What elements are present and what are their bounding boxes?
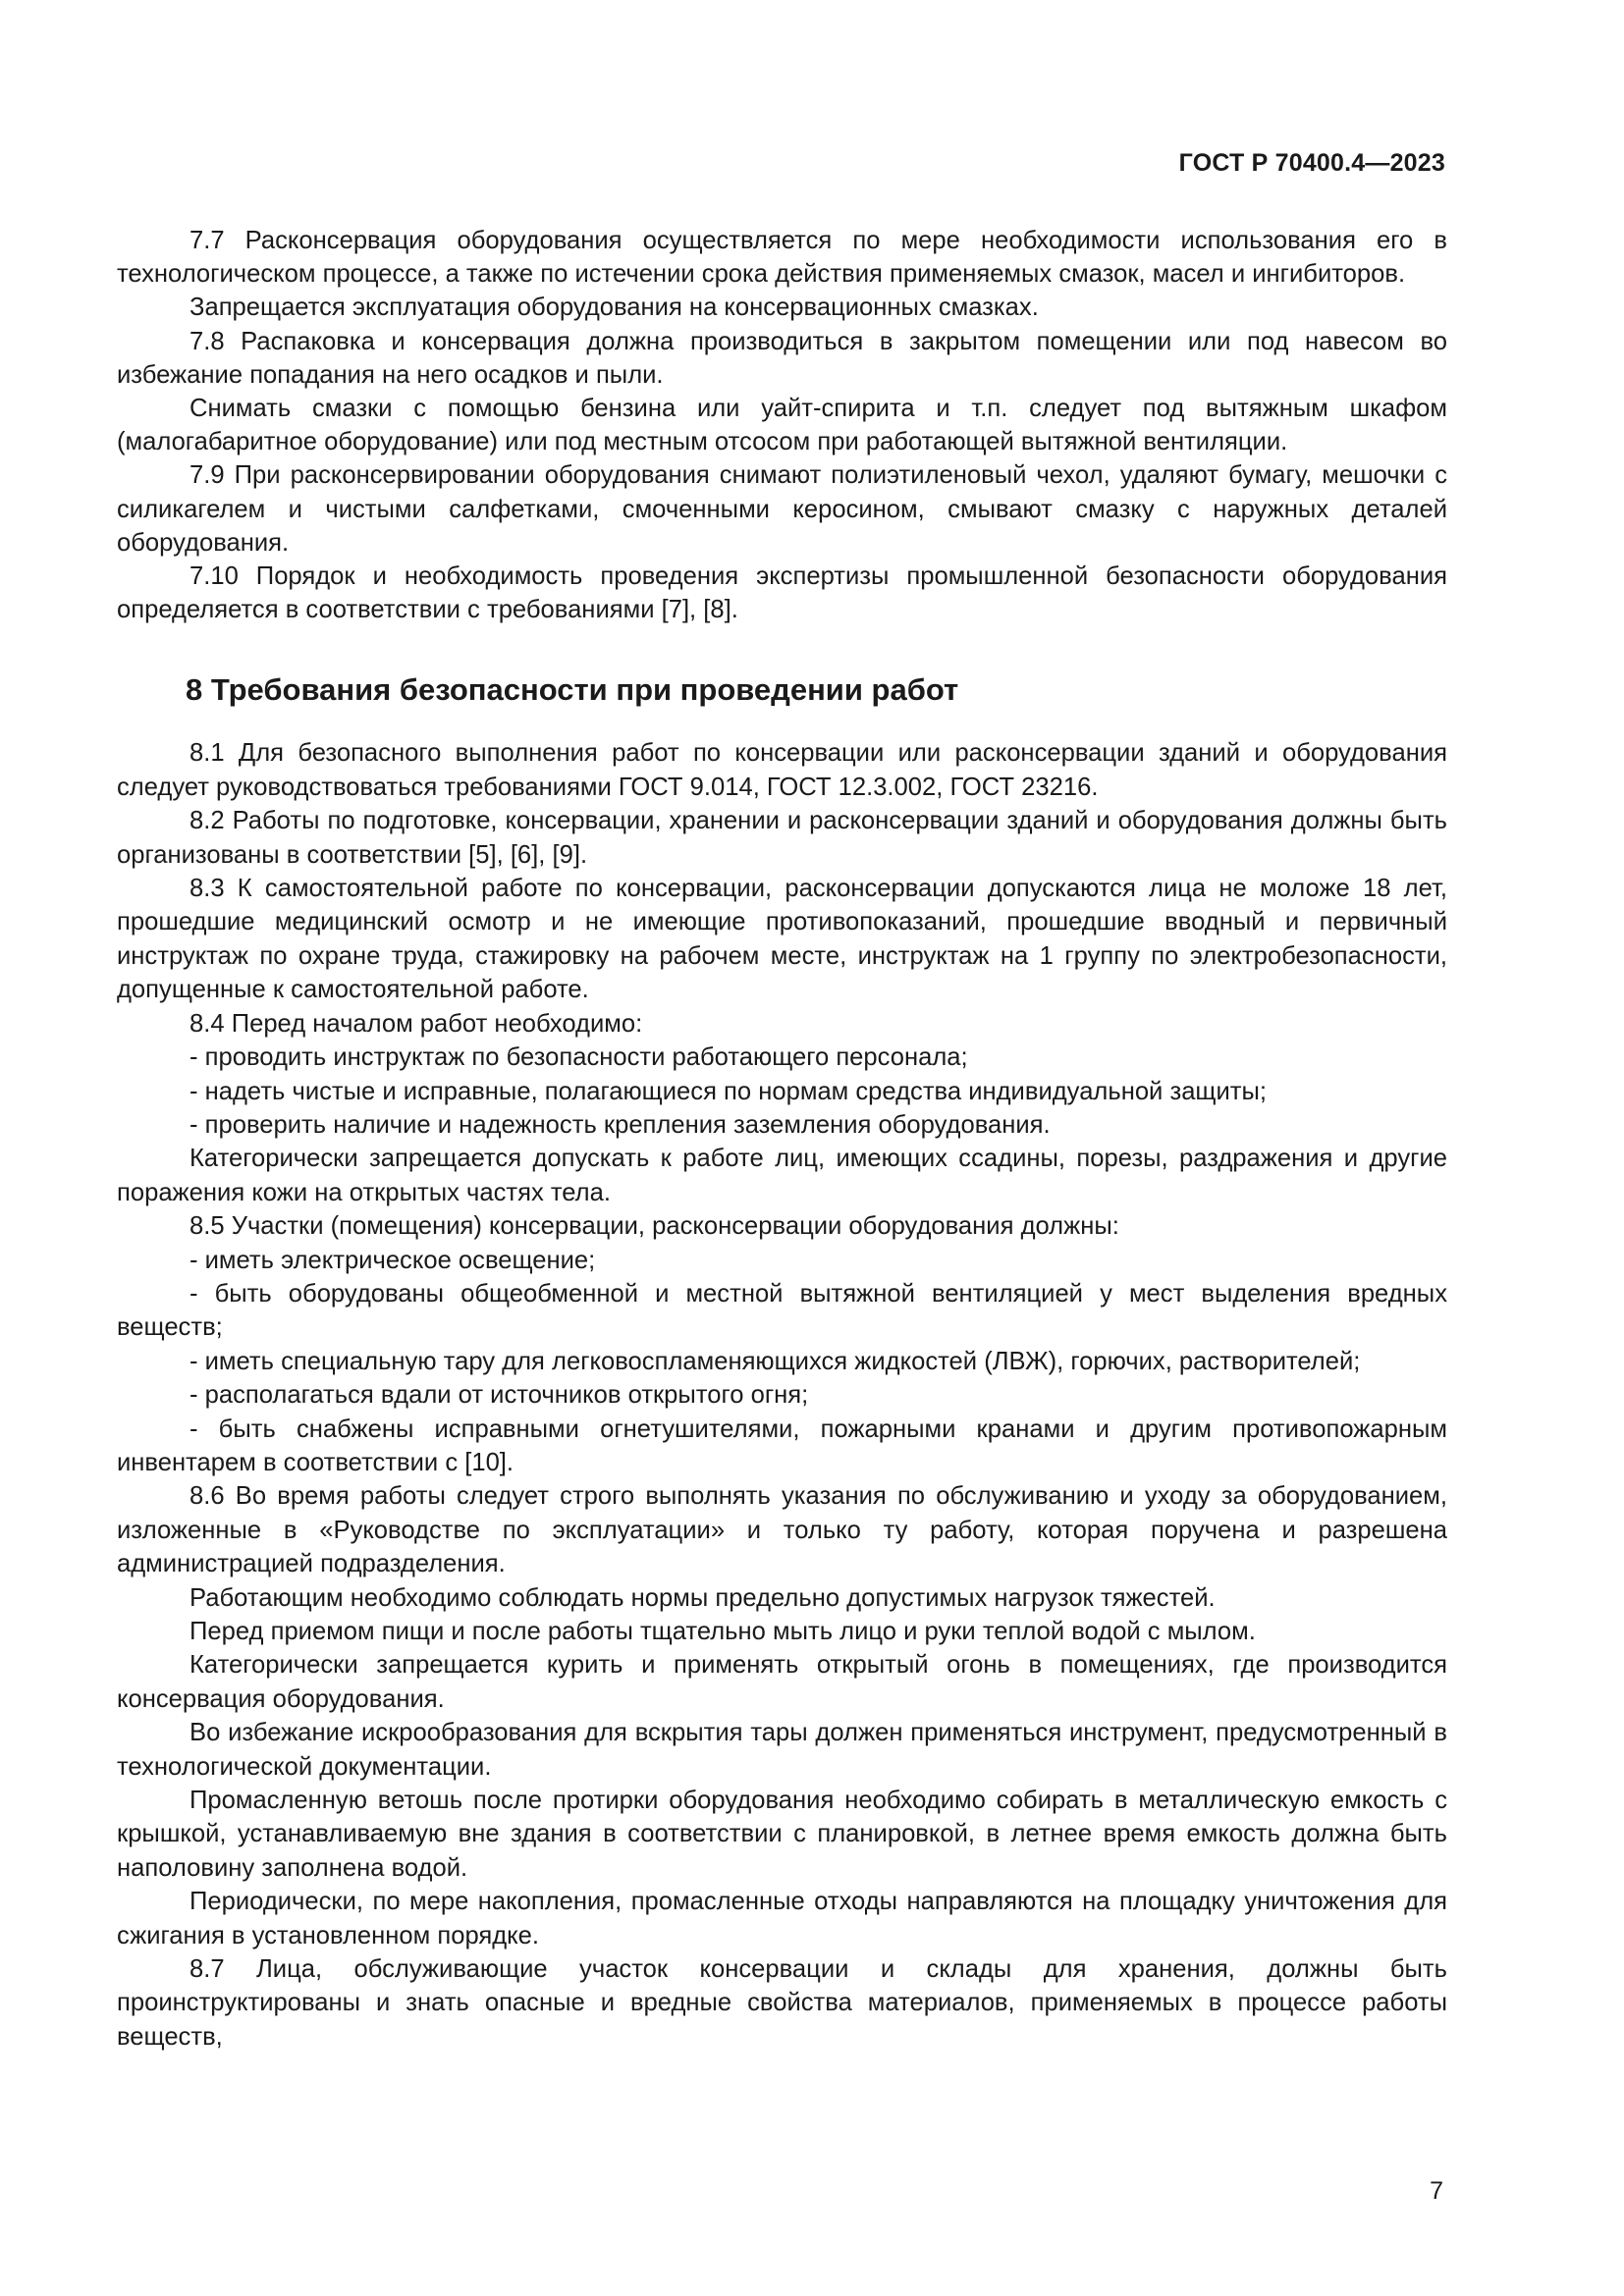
paragraph-8-7: 8.7 Лица, обслуживающие участок консервации и склады для хранения, должны быть проинструктированы и знать опасные и вредные свойства материалов, применяемых в процессе работы веществ, <box>117 1955 1447 2051</box>
paragraph-7-8: 7.8 Распаковка и консервация должна производиться в закрытом помещении или под навесом во избежание попадания на него осадков и пыли. <box>117 327 1447 389</box>
paragraph-8-3: 8.3 К самостоятельной работе по консервации, расконсервации допускаются лица не моложе 18 лет, прошедшие медицинский осмотр и не имеющие противопоказаний, прошедшие вводный и первичный инструктаж по охране труда, стажировку на рабочем месте, инструктаж на 1 группу по электробезопасности, допущенные к самостоятельной работе. <box>117 875 1447 1004</box>
list-item: - иметь специальную тару для легковоспламеняющихся жидкостей (ЛВЖ), горючих, растворителей; <box>189 1347 1361 1375</box>
page-number: 7 <box>1430 2177 1443 2205</box>
paragraph-8-6-smoking: Категорически запрещается курить и применять открытый огонь в помещениях, где производится консервация оборудования. <box>117 1651 1447 1713</box>
list-item: - проводить инструктаж по безопасности работающего персонала; <box>189 1043 968 1072</box>
paragraph-8-6-rags: Промасленную ветошь после протирки оборудования необходимо собирать в металлическую емкость с крышкой, устанавливаемую вне здания в соответствии с планировкой, в летнее время емкость должна быть наполовину заполнена водой. <box>117 1787 1447 1882</box>
paragraph-8-6: 8.6 Во время работы следует строго выполнять указания по обслуживанию и уходу за оборудованием, изложенные в «Руководстве по эксплуатации» и только ту работу, которая поручена и разрешена администрацией подразделения. <box>117 1482 1447 1578</box>
paragraph-7-7: 7.7 Расконсервация оборудования осуществляется по мере необходимости использования его в технологическом процессе, а также по истечении срока действия применяемых смазок, масел и ингибиторов. <box>117 227 1447 289</box>
paragraph-7-7-note: Запрещается эксплуатация оборудования на консервационных смазках. <box>189 294 1039 322</box>
paragraph-8-6-loads: Работающим необходимо соблюдать нормы предельно допустимых нагрузок тяжестей. <box>189 1583 1216 1612</box>
paragraph-8-6-tools: Во избежание искрообразования для вскрытия тары должен применяться инструмент, предусмотренный в технологической документации. <box>117 1719 1447 1781</box>
list-item: - проверить наличие и надежность крепления заземления оборудования. <box>189 1110 1051 1139</box>
page-content <box>117 224 1447 2054</box>
paragraph-8-6-hygiene: Перед приемом пищи и после работы тщательно мыть лицо и руки теплой водой с мылом. <box>189 1618 1256 1645</box>
list-item: - иметь электрическое освещение; <box>189 1246 596 1274</box>
list-item: - быть оборудованы общеобменной и местной вытяжной вентиляцией у мест выделения вредных веществ; <box>117 1279 1447 1342</box>
paragraph-7-8-note: Снимать смазки с помощью бензина или уайт-спирита и т.п. следует под вытяжным шкафом (малогабаритное оборудование) или под местным отсосом при работающей вытяжной вентиляции. <box>117 395 1447 456</box>
paragraph-8-5: 8.5 Участки (помещения) консервации, расконсервации оборудования должны: <box>189 1212 1119 1241</box>
section-8-paragraphs <box>117 736 1447 2054</box>
document-header: ГОСТ Р 70400.4—2023 <box>1178 149 1445 177</box>
section-7-paragraphs <box>117 224 1447 626</box>
section-8-title: 8 Требования безопасности при проведении работ <box>186 672 959 708</box>
list-item: - надеть чистые и исправные, полагающиеся по нормам средства индивидуальной защиты; <box>189 1077 1268 1105</box>
paragraph-8-6-waste: Периодически, по мере накопления, промасленные отходы направляются на площадку уничтожения для сжигания в установленном порядке. <box>117 1888 1447 1949</box>
paragraph-7-9: 7.9 При расконсервировании оборудования снимают полиэтиленовый чехол, удаляют бумагу, мешочки с силикагелем и чистыми салфетками, смоченными керосином, смывают смазку с наружных деталей оборудования. <box>117 461 1447 557</box>
paragraph-8-1: 8.1 Для безопасного выполнения работ по консервации или расконсервации зданий и оборудования следует руководствоваться требованиями ГОСТ 9.014, ГОСТ 12.3.002, ГОСТ 23216. <box>117 739 1447 801</box>
paragraph-8-4-prohibition: Категорически запрещается допускать к работе лиц, имеющих ссадины, порезы, раздражения и другие поражения кожи на открытых частях тела. <box>117 1145 1447 1206</box>
paragraph-7-10: 7.10 Порядок и необходимость проведения экспертизы промышленной безопасности оборудования определяется в соответствии с требованиями [7], [8]. <box>117 562 1447 624</box>
paragraph-8-2: 8.2 Работы по подготовке, консервации, хранении и расконсервации зданий и оборудования должны быть организованы в соответствии [5], [6], [9]. <box>117 807 1447 869</box>
list-item: - располагаться вдали от источников открытого огня; <box>189 1381 809 1410</box>
paragraph-8-4: 8.4 Перед началом работ необходимо: <box>189 1009 643 1038</box>
list-item: - быть снабжены исправными огнетушителями, пожарными кранами и другим противопожарным инвентарем в соответствии с [10]. <box>117 1415 1447 1476</box>
